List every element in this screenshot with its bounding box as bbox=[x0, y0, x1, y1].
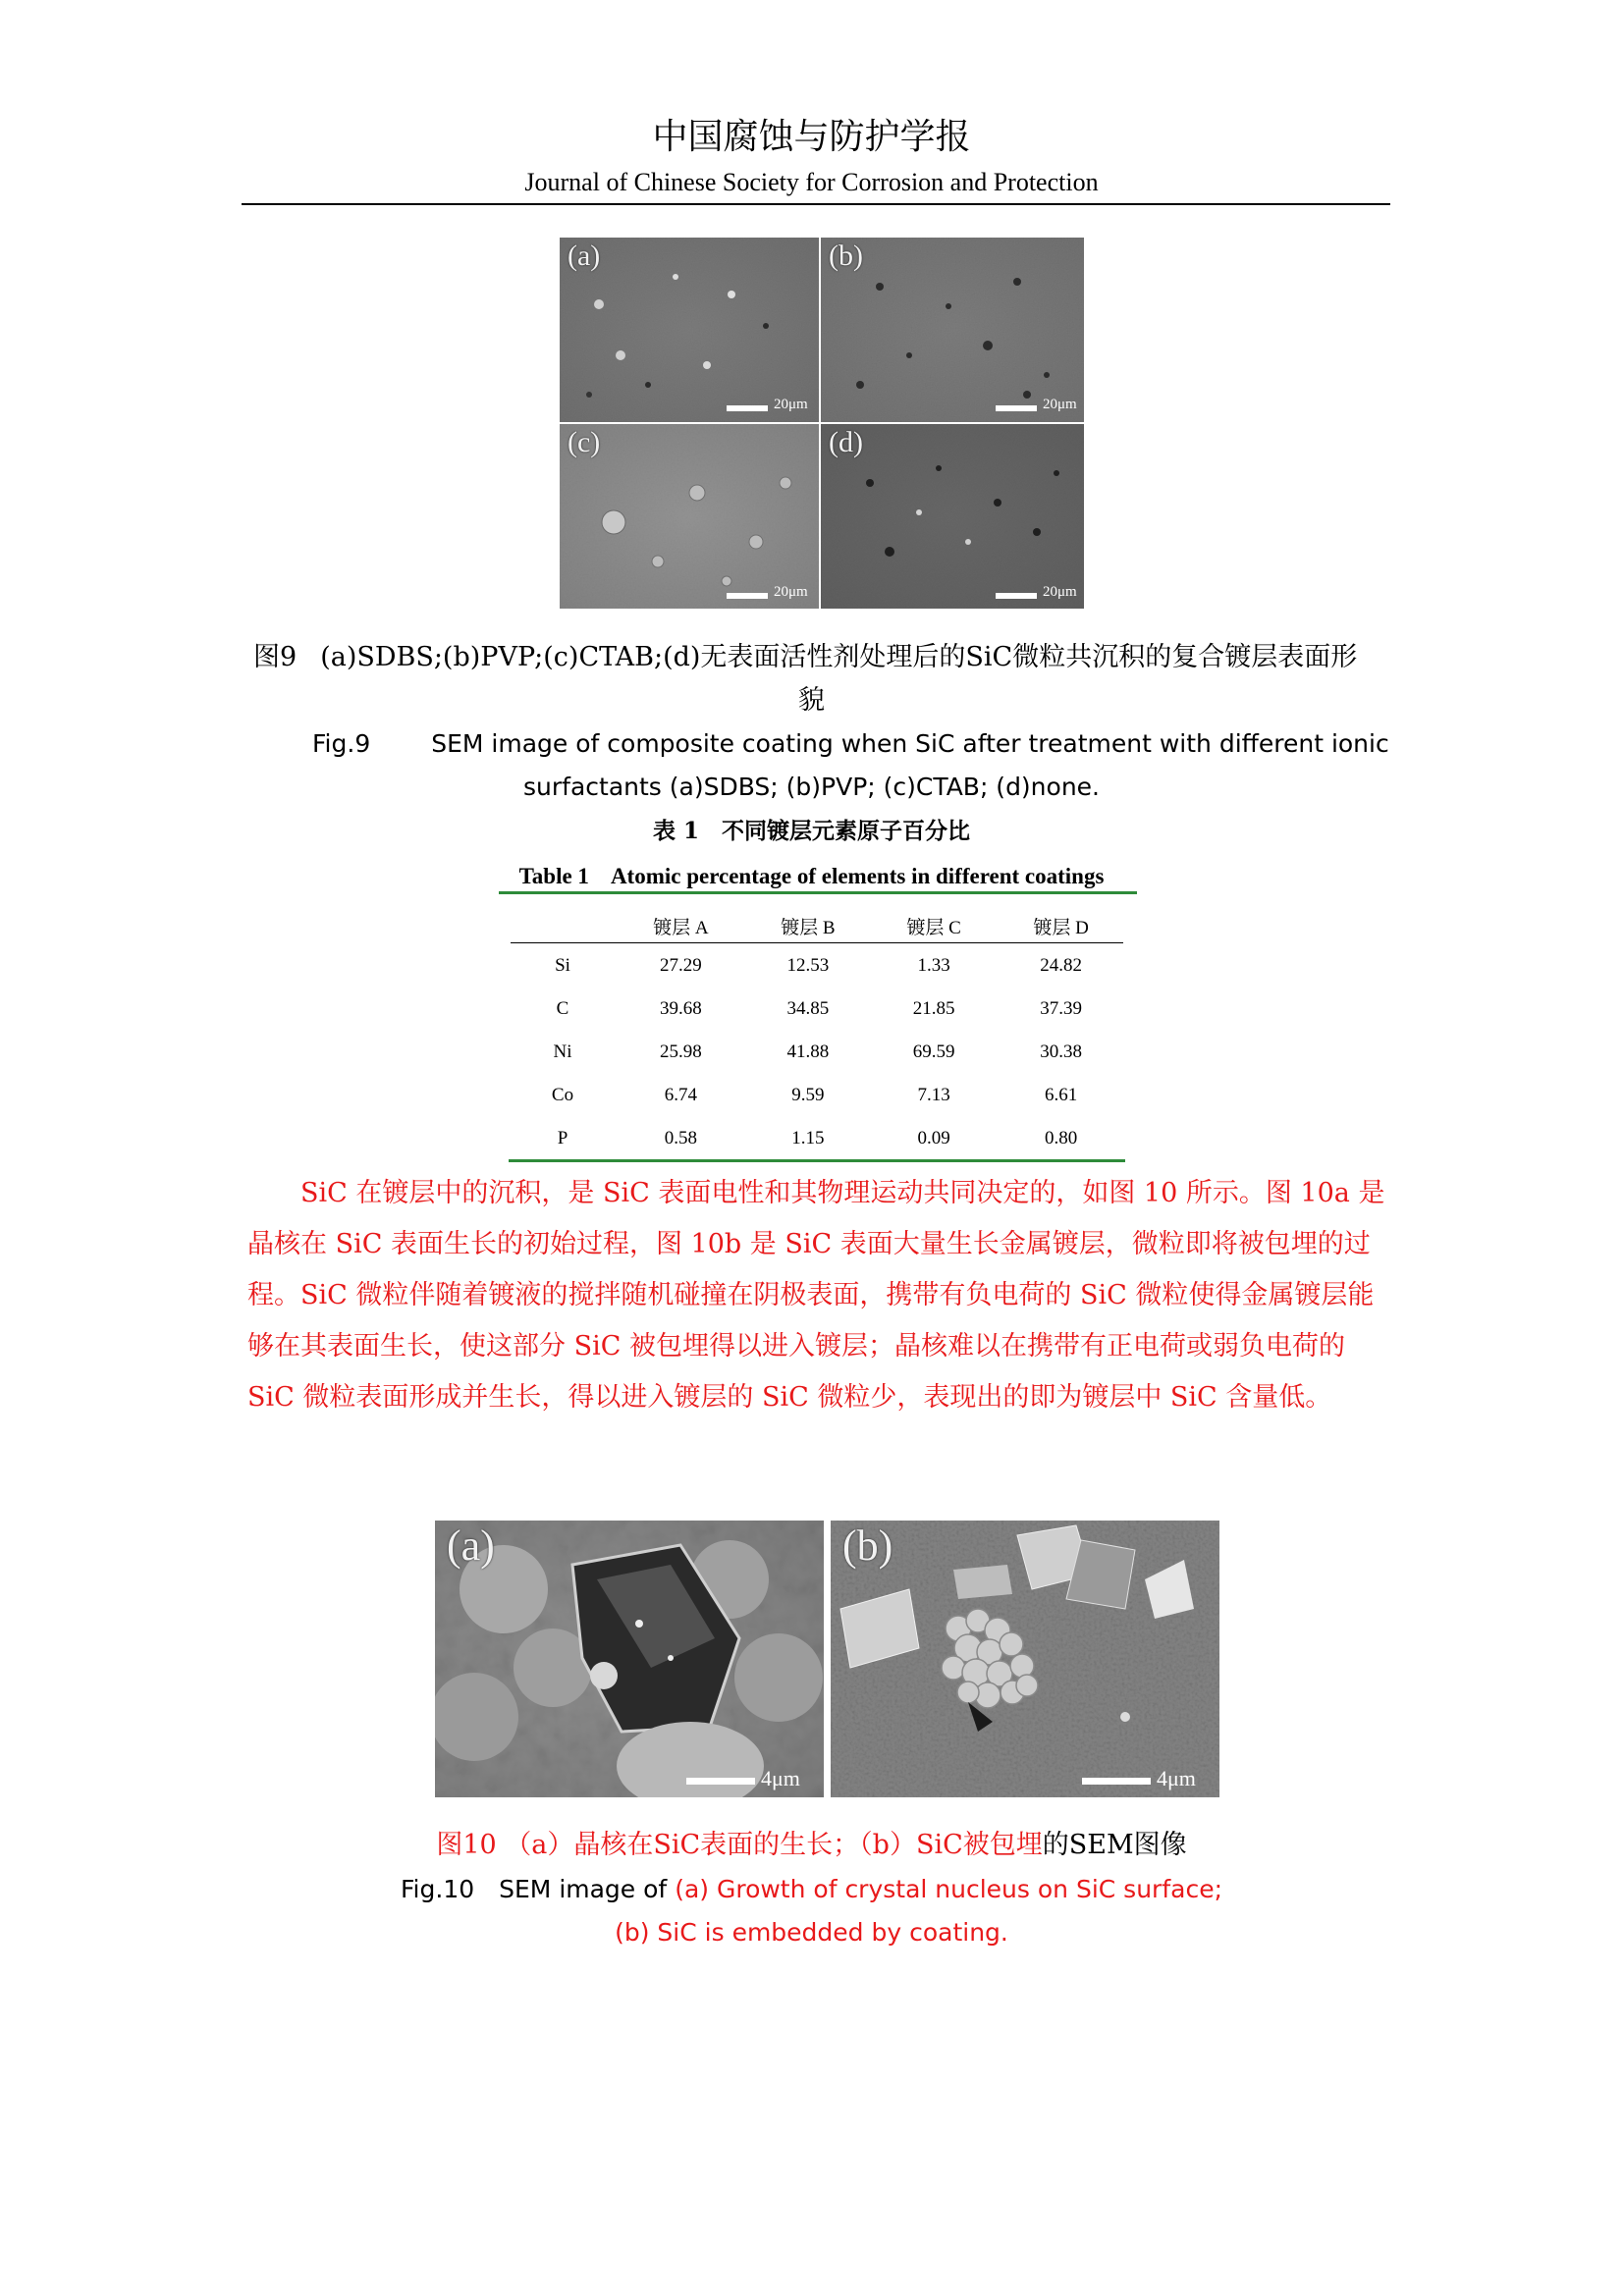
table-cell: 37.39 bbox=[1040, 998, 1082, 1019]
fig9-panel-d-scale-bar bbox=[996, 593, 1037, 599]
body-paragraph bbox=[247, 1168, 1386, 1423]
table-cell: 69.59 bbox=[912, 1041, 955, 1062]
fig10-panel-b bbox=[831, 1521, 1219, 1797]
table-header-cell bbox=[509, 907, 617, 944]
table-cell: 27.29 bbox=[659, 955, 702, 976]
table-cell: 39.68 bbox=[659, 998, 702, 1019]
table-row bbox=[509, 1074, 1125, 1117]
journal-title-en: Journal of Chinese Society for Corrosion and Protection bbox=[524, 168, 1099, 196]
fig9-panel-c-scale-bar bbox=[727, 593, 768, 599]
fig9-panel-d bbox=[821, 424, 1084, 609]
fig10-panel-a-scale-text: 4μm bbox=[761, 1766, 800, 1790]
table1-title-en bbox=[0, 862, 1623, 891]
fig9-panel-b-label: (b) bbox=[829, 240, 863, 272]
fig10-panel-b-scale-bar bbox=[1082, 1778, 1151, 1785]
table-header-cell: 镀层 A bbox=[653, 917, 709, 938]
journal-title-cn: 中国腐蚀与防护学报 bbox=[652, 117, 971, 157]
fig9-caption-cn-prefix: 图9 bbox=[253, 642, 298, 672]
fig9-panel-d-label: (d) bbox=[829, 426, 863, 458]
fig9-caption-cn bbox=[253, 636, 1392, 679]
fig9-caption-en-line2: surfactants (a)SDBS; (b)PVP; (c)CTAB; (d)none. bbox=[523, 773, 1100, 801]
table-header-cell: 镀层 D bbox=[1033, 917, 1089, 938]
table-cell: 1.15 bbox=[791, 1128, 825, 1148]
fig9-panel-b-scale-text: 20μm bbox=[1043, 397, 1077, 412]
fig9-panel-a-label: (a) bbox=[568, 240, 601, 272]
fig9-caption-cn-line2: 貌 bbox=[798, 685, 825, 716]
table1-title-en-prefix: Table 1 bbox=[518, 864, 589, 888]
table-cell: 9.59 bbox=[791, 1085, 825, 1105]
fig9-panel-b bbox=[821, 238, 1084, 422]
fig10-panel-a-scale-bar bbox=[686, 1778, 755, 1785]
table-cell: 24.82 bbox=[1040, 955, 1082, 976]
table-cell: 7.13 bbox=[917, 1085, 950, 1105]
fig10-panel-a bbox=[435, 1521, 824, 1797]
fig10-panel-b-scale-text: 4μm bbox=[1157, 1766, 1196, 1790]
table-cell: P bbox=[557, 1128, 568, 1148]
table-cell: 25.98 bbox=[659, 1041, 702, 1062]
table-cell: 34.85 bbox=[786, 998, 830, 1019]
fig9-panel-c-scale-text: 20μm bbox=[774, 584, 808, 600]
fig10-panel-a-label: (a) bbox=[447, 1522, 495, 1570]
table-row bbox=[509, 944, 1125, 988]
table1-title-cn: 表 1 不同镀层元素原子百分比 bbox=[652, 818, 970, 844]
table-cell: 6.61 bbox=[1045, 1085, 1078, 1105]
fig9-panel-c bbox=[560, 424, 819, 609]
table-header-row bbox=[509, 907, 1125, 944]
fig9-panel-b-scale-bar bbox=[996, 405, 1037, 411]
fig10-caption-en-black: Fig.10 SEM image of bbox=[401, 1875, 676, 1903]
table1-title-en-text: Atomic percentage of elements in different coatings bbox=[610, 864, 1105, 888]
table-cell: Ni bbox=[553, 1041, 572, 1062]
fig10-panel-b-label: (b) bbox=[842, 1522, 893, 1570]
fig9-caption-en-line1: SEM image of composite coating when SiC after treatment with different ionic bbox=[431, 729, 1389, 758]
fig10-caption-en bbox=[0, 1868, 1623, 1910]
table-row bbox=[509, 988, 1125, 1031]
table-cell: 0.58 bbox=[664, 1128, 697, 1148]
table-cell: 30.38 bbox=[1040, 1041, 1082, 1062]
fig9-panel-a-scale-text: 20μm bbox=[774, 397, 808, 412]
fig9-panel-a-scale-bar bbox=[727, 405, 768, 411]
table-cell: Co bbox=[551, 1085, 574, 1105]
table-cell: 0.09 bbox=[917, 1128, 950, 1148]
fig10-caption-cn-red: 图10 （a）晶核在SiC表面的生长；（b）SiC被包埋 bbox=[436, 1830, 1043, 1860]
table1-header-rule bbox=[511, 942, 1123, 943]
fig10-caption-en-line2: (b) SiC is embedded by coating. bbox=[615, 1918, 1008, 1947]
fig9-panel-a bbox=[560, 238, 819, 422]
fig10-caption-en-red1: (a) Growth of crystal nucleus on SiC surface; bbox=[675, 1875, 1222, 1903]
table-header-cell: 镀层 B bbox=[781, 917, 836, 938]
table1-bottom-rule bbox=[509, 1159, 1125, 1162]
fig9-caption-en-prefix: Fig.9 bbox=[312, 729, 371, 758]
fig10-caption-cn-black: 的SEM图像 bbox=[1042, 1830, 1187, 1860]
table-cell: C bbox=[556, 998, 569, 1019]
fig9-panel-d-scale-text: 20μm bbox=[1043, 584, 1077, 600]
table-row bbox=[509, 1117, 1125, 1160]
fig9-panel-c-label: (c) bbox=[568, 426, 601, 458]
table-row bbox=[509, 1031, 1125, 1074]
fig10-caption-cn bbox=[0, 1824, 1623, 1867]
table-cell: 1.33 bbox=[917, 955, 950, 976]
table-cell: 41.88 bbox=[786, 1041, 830, 1062]
header-rule bbox=[242, 203, 1390, 205]
body-paragraph-text: SiC 在镀层中的沉积，是 SiC 表面电性和其物理运动共同决定的，如图 10 所示。图 10a 是晶核在 SiC 表面生长的初始过程，图 10b 是 SiC 表面大量生长金属镀层，微粒即将被包埋的过程。SiC 微粒伴随着镀液的搅拌随机碰撞在阴极表面，携带有负电荷的 SiC 微粒使得金属镀层能够在其表面生长，使这部分 SiC 被包埋得以进入镀层；晶核难以在携带有正电荷或弱负电荷的 SiC 微粒表面形成并生长，得以进入镀层的 SiC 微粒少，表现出的即为镀层中 SiC 含量低。 bbox=[247, 1178, 1385, 1413]
table-cell: 12.53 bbox=[786, 955, 830, 976]
table1-top-rule bbox=[499, 891, 1137, 894]
table-cell: 6.74 bbox=[664, 1085, 697, 1105]
table1 bbox=[509, 907, 1125, 1160]
table-cell: Si bbox=[555, 955, 570, 976]
fig9-caption-en bbox=[312, 722, 1392, 765]
fig9-caption-cn-line1: (a)SDBS;(b)PVP;(c)CTAB;(d)无表面活性剂处理后的SiC微粒共沉积的复合镀层表面形 bbox=[320, 642, 1358, 672]
table-header-cell: 镀层 C bbox=[906, 917, 961, 938]
table-cell: 21.85 bbox=[912, 998, 955, 1019]
table-cell: 0.80 bbox=[1045, 1128, 1078, 1148]
